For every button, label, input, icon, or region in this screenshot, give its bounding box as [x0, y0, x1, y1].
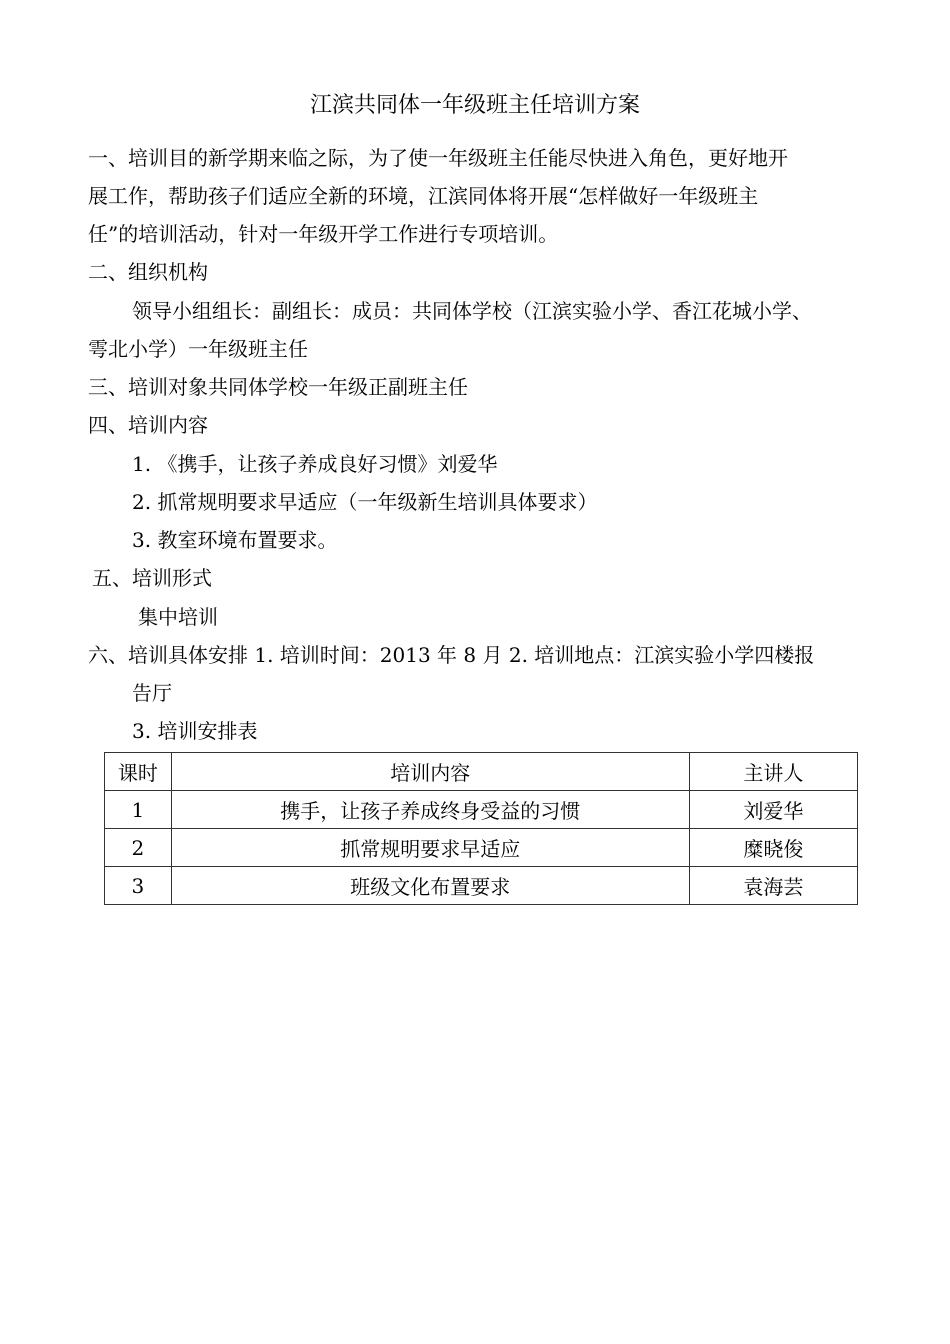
table-row	[105, 867, 858, 905]
section-3-line: 三、培训对象共同体学校一年级正副班主任	[88, 375, 468, 399]
cell-content: 抓常规明要求早适应	[171, 829, 689, 867]
section-1-line-2: 展工作，帮助孩子们适应全新的环境，江滨同体将开展“怎样做好一年级班主	[88, 184, 759, 208]
section-2-heading: 二、组织机构	[88, 260, 208, 284]
cell-session: 1	[105, 791, 172, 829]
table-row	[105, 829, 858, 867]
section-5-heading: 五、培训形式	[92, 566, 212, 590]
cell-speaker: 刘爱华	[689, 791, 857, 829]
cell-speaker: 糜晓俊	[689, 829, 857, 867]
cell-speaker: 袁海芸	[689, 867, 857, 905]
section-6-line-2: 告厅	[132, 681, 172, 705]
section-4-heading: 四、培训内容	[88, 413, 208, 437]
section-6-line-1: 六、培训具体安排 1. 培训时间：2013 年 8 月 2. 培训地点：江滨实验小学四楼报	[88, 643, 815, 667]
document-title: 江滨共同体一年级班主任培训方案	[309, 93, 640, 118]
header-speaker: 主讲人	[689, 753, 857, 791]
section-1-line-3: 任”的培训活动，针对一年级开学工作进行专项培训。	[88, 222, 559, 246]
section-5-body: 集中培训	[138, 605, 218, 629]
header-session: 课时	[105, 753, 172, 791]
section-6-line-3: 3. 培训安排表	[132, 719, 258, 743]
section-1-line-1: 一、培训目的新学期来临之际，为了使一年级班主任能尽快进入角色，更好地开	[88, 146, 788, 170]
cell-session: 2	[105, 829, 172, 867]
section-4-item-2: 2. 抓常规明要求早适应（一年级新生培训具体要求）	[132, 490, 598, 514]
training-schedule-table	[104, 752, 858, 905]
section-4-item-1: 1. 《携手，让孩子养成良好习惯》刘爱华	[132, 452, 498, 476]
section-2-line-1: 领导小组组长：副组长：成员：共同体学校（江滨实验小学、香江花城小学、	[132, 299, 812, 323]
cell-session: 3	[105, 867, 172, 905]
header-content: 培训内容	[171, 753, 689, 791]
cell-content: 携手，让孩子养成终身受益的习惯	[171, 791, 689, 829]
table-row	[105, 791, 858, 829]
table-header-row	[105, 753, 858, 791]
cell-content: 班级文化布置要求	[171, 867, 689, 905]
section-2-line-2: 雩北小学）一年级班主任	[88, 337, 308, 361]
section-4-item-3: 3. 教室环境布置要求。	[132, 528, 338, 552]
